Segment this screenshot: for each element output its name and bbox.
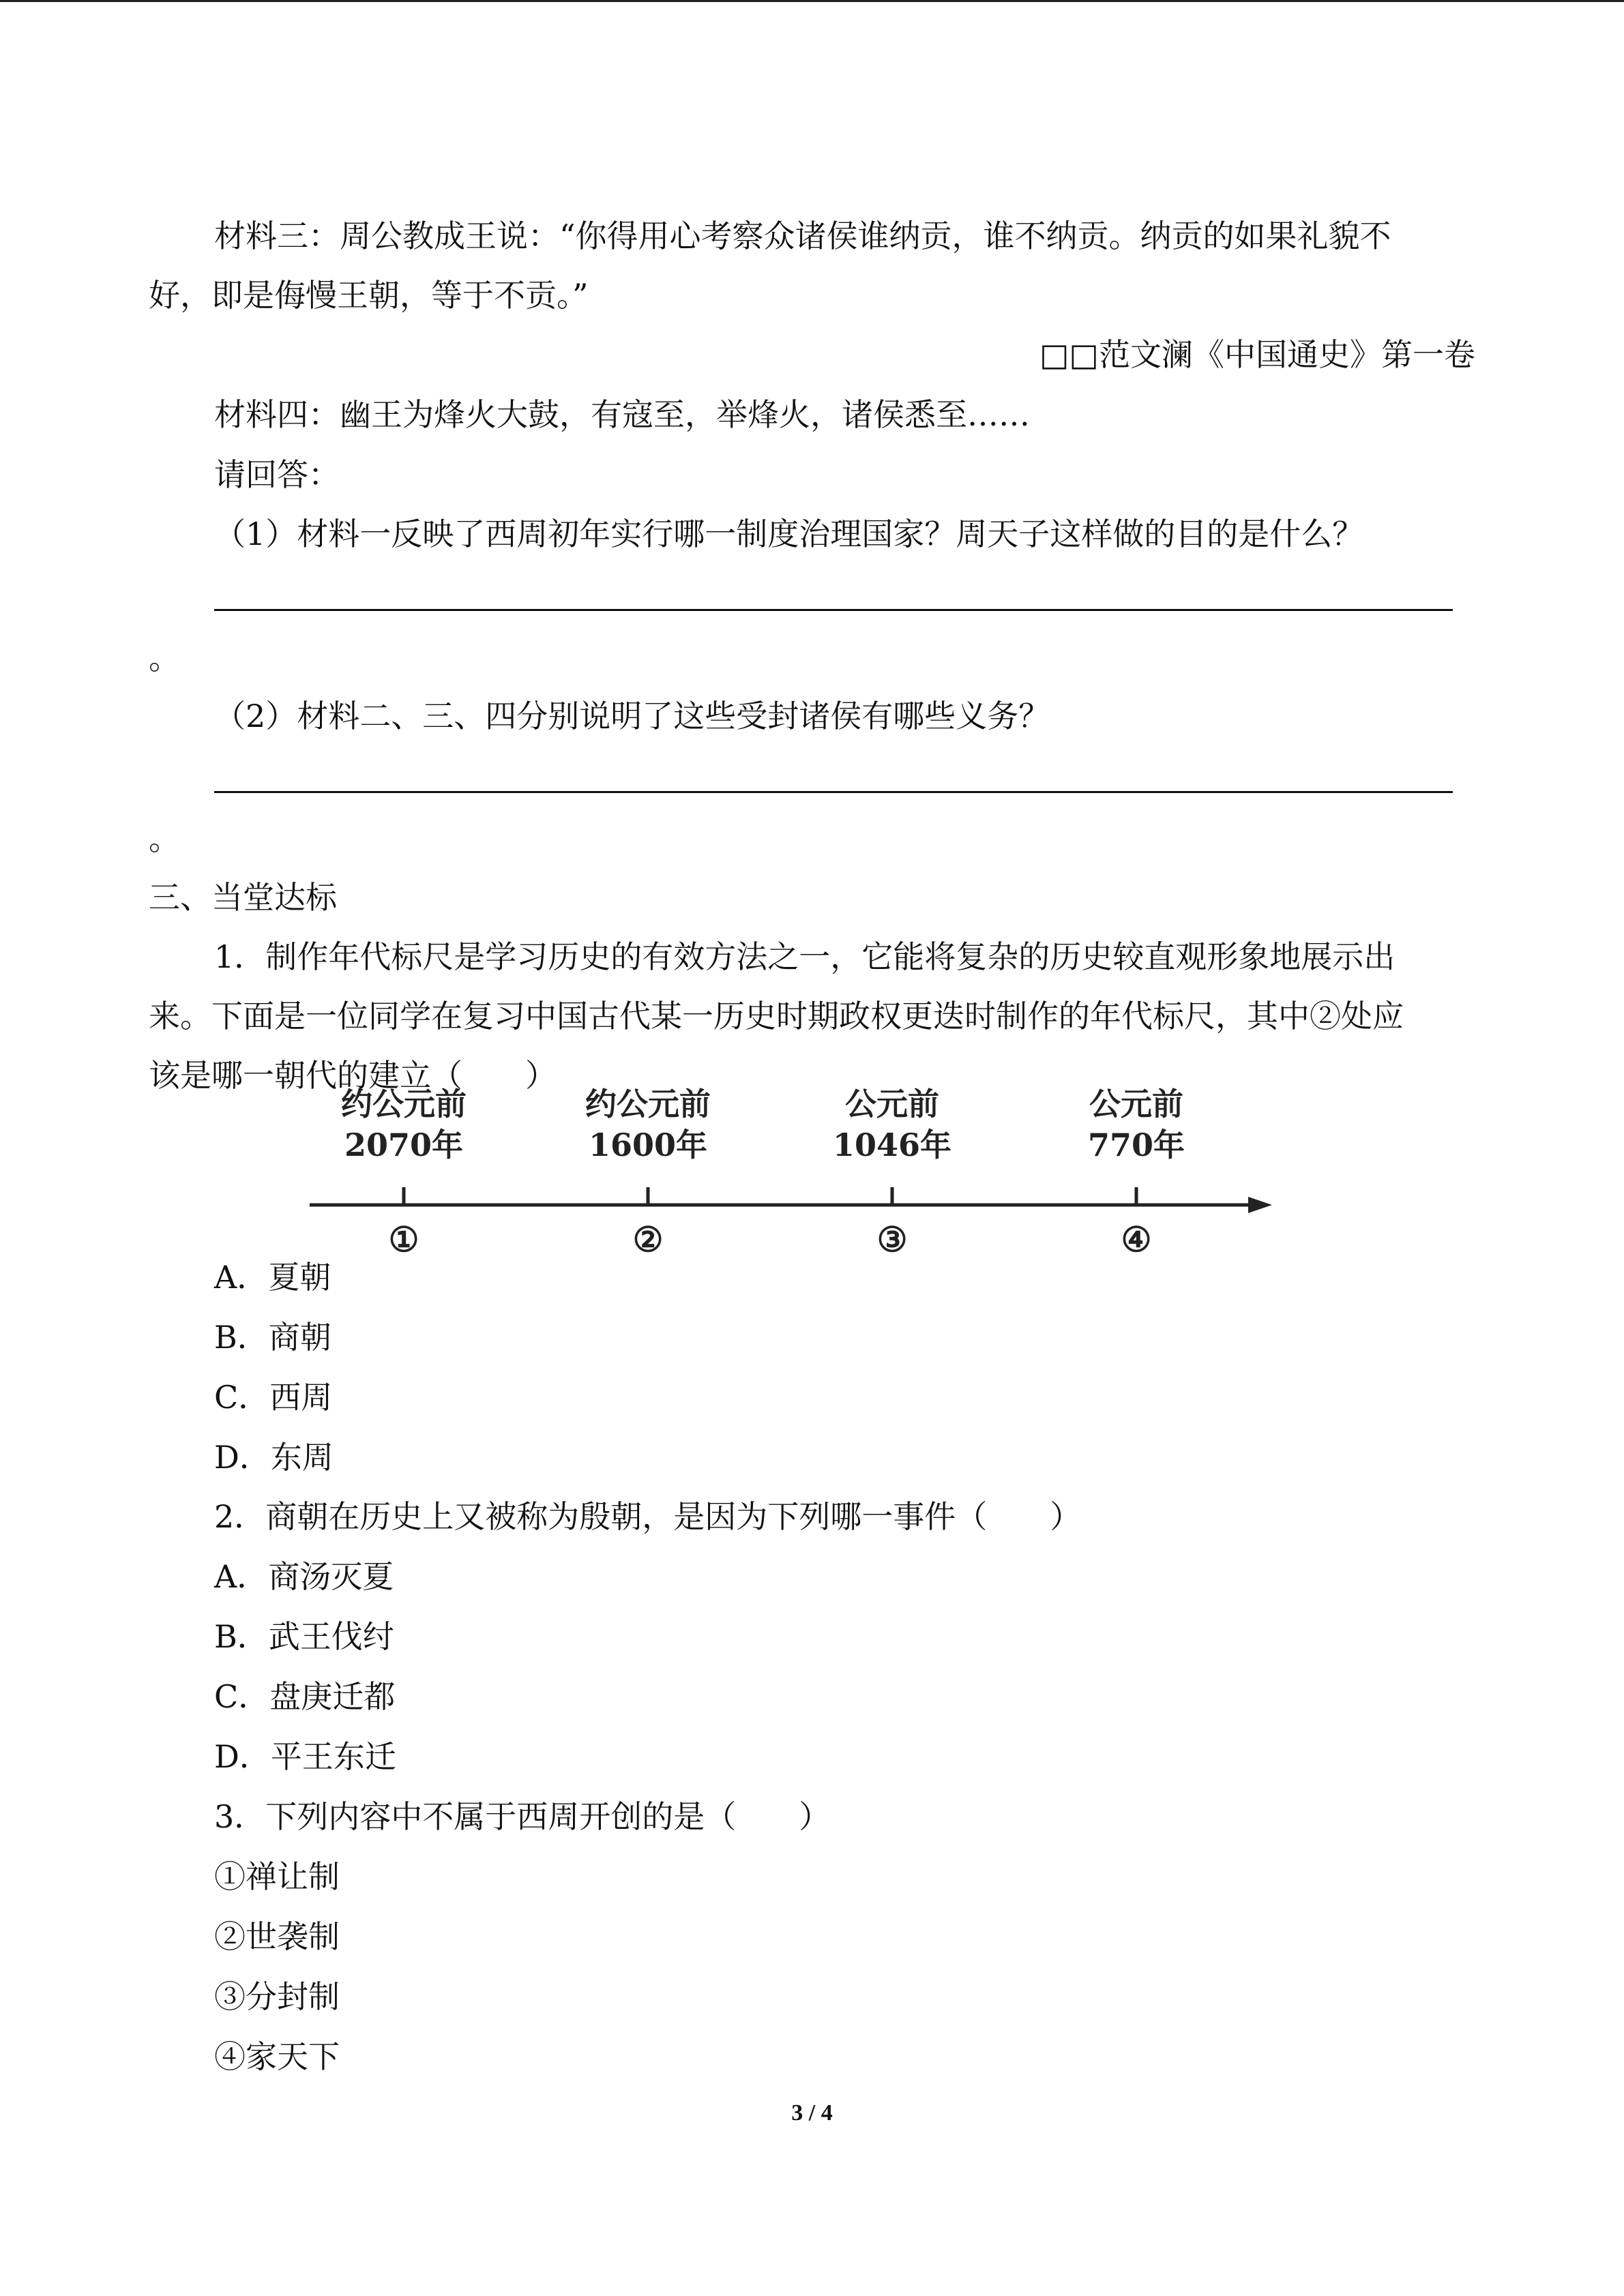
item2-option-b[interactable]: B．武王伐纣 (214, 1618, 394, 1655)
item3-choice-4[interactable]: ④家天下 (214, 2038, 340, 2075)
item1-option-b[interactable]: B．商朝 (214, 1319, 331, 1356)
timeline-marker: ② (632, 1219, 664, 1259)
material3-source: □□范文澜《中国通史》第一卷 (1039, 336, 1475, 373)
material3-line2: 好，即是侮慢王朝，等于不贡。” (149, 277, 589, 314)
item2-option-c[interactable]: C．盘庚迁都 (214, 1678, 396, 1715)
timeline-arrowhead (1248, 1197, 1272, 1213)
timeline-label-top: 约公元前 (341, 1086, 467, 1122)
item1-option-a[interactable]: A．夏朝 (214, 1259, 331, 1296)
page-number: 3 / 4 (791, 2100, 833, 2126)
item3-choice-2[interactable]: ②世袭制 (214, 1918, 340, 1955)
answer-line-1[interactable] (214, 609, 1453, 611)
timeline-label-top: 公元前 (1089, 1086, 1183, 1122)
answer-line-2[interactable] (214, 791, 1453, 793)
item3-choice-1[interactable]: ①禅让制 (214, 1858, 340, 1895)
material3-line1: 材料三：周公教成王说：“你得用心考察众诸侯谁纳贡，谁不纳贡。纳贡的如果礼貌不 (214, 218, 1391, 254)
timeline-marker: ① (388, 1219, 419, 1259)
item1-stem-line1: 1．制作年代标尺是学习历史的有效方法之一，它能将复杂的历史较直观形象地展示出 (214, 938, 1396, 975)
item1-option-d[interactable]: D．东周 (214, 1439, 334, 1476)
timeline-chart (300, 1081, 1282, 1265)
material4: 材料四：幽王为烽火大鼓，有寇至，举烽火，诸侯悉至…… (214, 396, 1030, 433)
timeline-label-year: 770年 (1087, 1127, 1185, 1163)
item1-stem-line3: 该是哪一朝代的建立（ ） (149, 1057, 557, 1094)
timeline-label-year: 1600年 (588, 1127, 708, 1163)
answer-2-period: 。 (149, 820, 180, 857)
prompt-answer: 请回答： (214, 456, 340, 493)
page-top-border (0, 0, 1624, 2)
item3-choice-3[interactable]: ③分封制 (214, 1978, 340, 2015)
question-2: （2）材料二、三、四分别说明了这些受封诸侯有哪些义务？ (214, 698, 1050, 734)
item3-stem: 3．下列内容中不属于西周开创的是（ ） (214, 1798, 831, 1835)
item2-stem: 2．商朝在历史上又被称为殷朝，是因为下列哪一事件（ ） (214, 1498, 1082, 1535)
item2-option-d[interactable]: D．平王东迁 (214, 1738, 396, 1775)
timeline-marker: ④ (1121, 1219, 1152, 1259)
answer-1-period: 。 (149, 640, 180, 676)
section-heading: 三、当堂达标 (149, 879, 337, 916)
timeline-label-year: 2070年 (344, 1127, 464, 1163)
item2-option-a[interactable]: A．商汤灭夏 (214, 1558, 394, 1595)
timeline-label-year: 1046年 (832, 1127, 952, 1163)
timeline-label-top: 约公元前 (585, 1086, 711, 1122)
question-1: （1）材料一反映了西周初年实行哪一制度治理国家？周天子这样做的目的是什么？ (214, 516, 1364, 552)
item1-stem-line2: 来。下面是一位同学在复习中国古代某一历史时期政权更迭时制作的年代标尺，其中②处应 (149, 998, 1404, 1034)
item1-option-c[interactable]: C．西周 (214, 1379, 333, 1416)
timeline-label-top: 公元前 (845, 1086, 939, 1122)
timeline-marker: ③ (876, 1219, 908, 1259)
